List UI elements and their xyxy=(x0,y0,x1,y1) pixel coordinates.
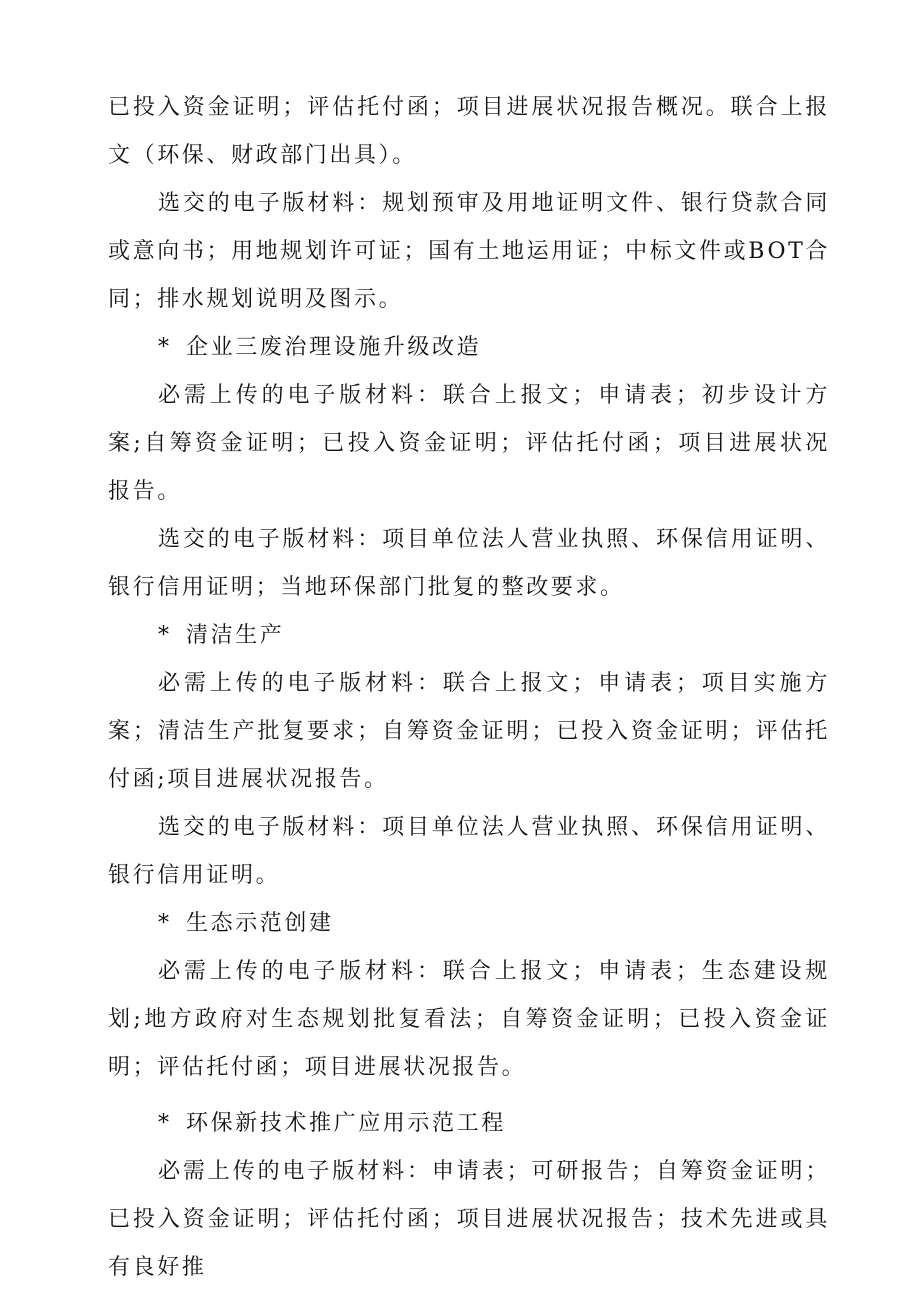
spacer xyxy=(108,1092,830,1100)
bullet-star: * xyxy=(158,1111,172,1136)
section-heading-text: 企业三废治理设施升级改造 xyxy=(186,335,482,360)
paragraph-optional-materials-3: 选交的电子版材料：项目单位法人营业执照、环保信用证明、银行信用证明。 xyxy=(108,815,830,888)
paragraph-required-materials-4: 必需上传的电子版材料：申请表；可研报告；自筹资金证明；已投入资金证明；评估托付函；项目进展状况报告；技术先进或具有良好推 xyxy=(108,1159,830,1280)
bullet-star: * xyxy=(158,335,172,360)
bullet-star: * xyxy=(158,623,172,648)
section-heading-new-tech-demo xyxy=(108,1100,830,1148)
paragraph-required-materials-2: 必需上传的电子版材料：联合上报文；申请表；项目实施方案；清洁生产批复要求；自筹资金证明；已投入资金证明；评估托付函;项目进展状况报告。 xyxy=(108,671,830,792)
paragraph-required-materials-1: 必需上传的电子版材料：联合上报文；申请表；初步设计方案;自筹资金证明；已投入资金证明；评估托付函；项目进展状况报告。 xyxy=(108,383,830,504)
section-heading-text: 清洁生产 xyxy=(186,623,285,648)
paragraph-optional-materials-2: 选交的电子版材料：项目单位法人营业执照、环保信用证明、银行信用证明；当地环保部门批复的整改要求。 xyxy=(108,527,830,600)
section-heading-clean-production xyxy=(108,612,830,660)
section-heading-text: 生态示范创建 xyxy=(186,911,334,936)
section-heading-text: 环保新技术推广应用示范工程 xyxy=(186,1111,506,1136)
paragraph-continuation: 已投入资金证明；评估托付函；项目进展状况报告概况。联合上报文（环保、财政部门出具）。 xyxy=(108,95,830,168)
paragraph-required-materials-3: 必需上传的电子版材料：联合上报文；申请表；生态建设规划;地方政府对生态规划批复看法；自筹资金证明；已投入资金证明；评估托付函；项目进展状况报告。 xyxy=(108,959,830,1080)
document-page xyxy=(108,84,830,1292)
section-heading-ecological-demo xyxy=(108,900,830,948)
paragraph-optional-materials-1: 选交的电子版材料：规划预审及用地证明文件、银行贷款合同或意向书；用地规划许可证；国有土地运用证；中标文件或BOT合同；排水规划说明及图示。 xyxy=(108,191,830,312)
bullet-star: * xyxy=(158,911,172,936)
section-heading-waste-treatment xyxy=(108,324,830,372)
